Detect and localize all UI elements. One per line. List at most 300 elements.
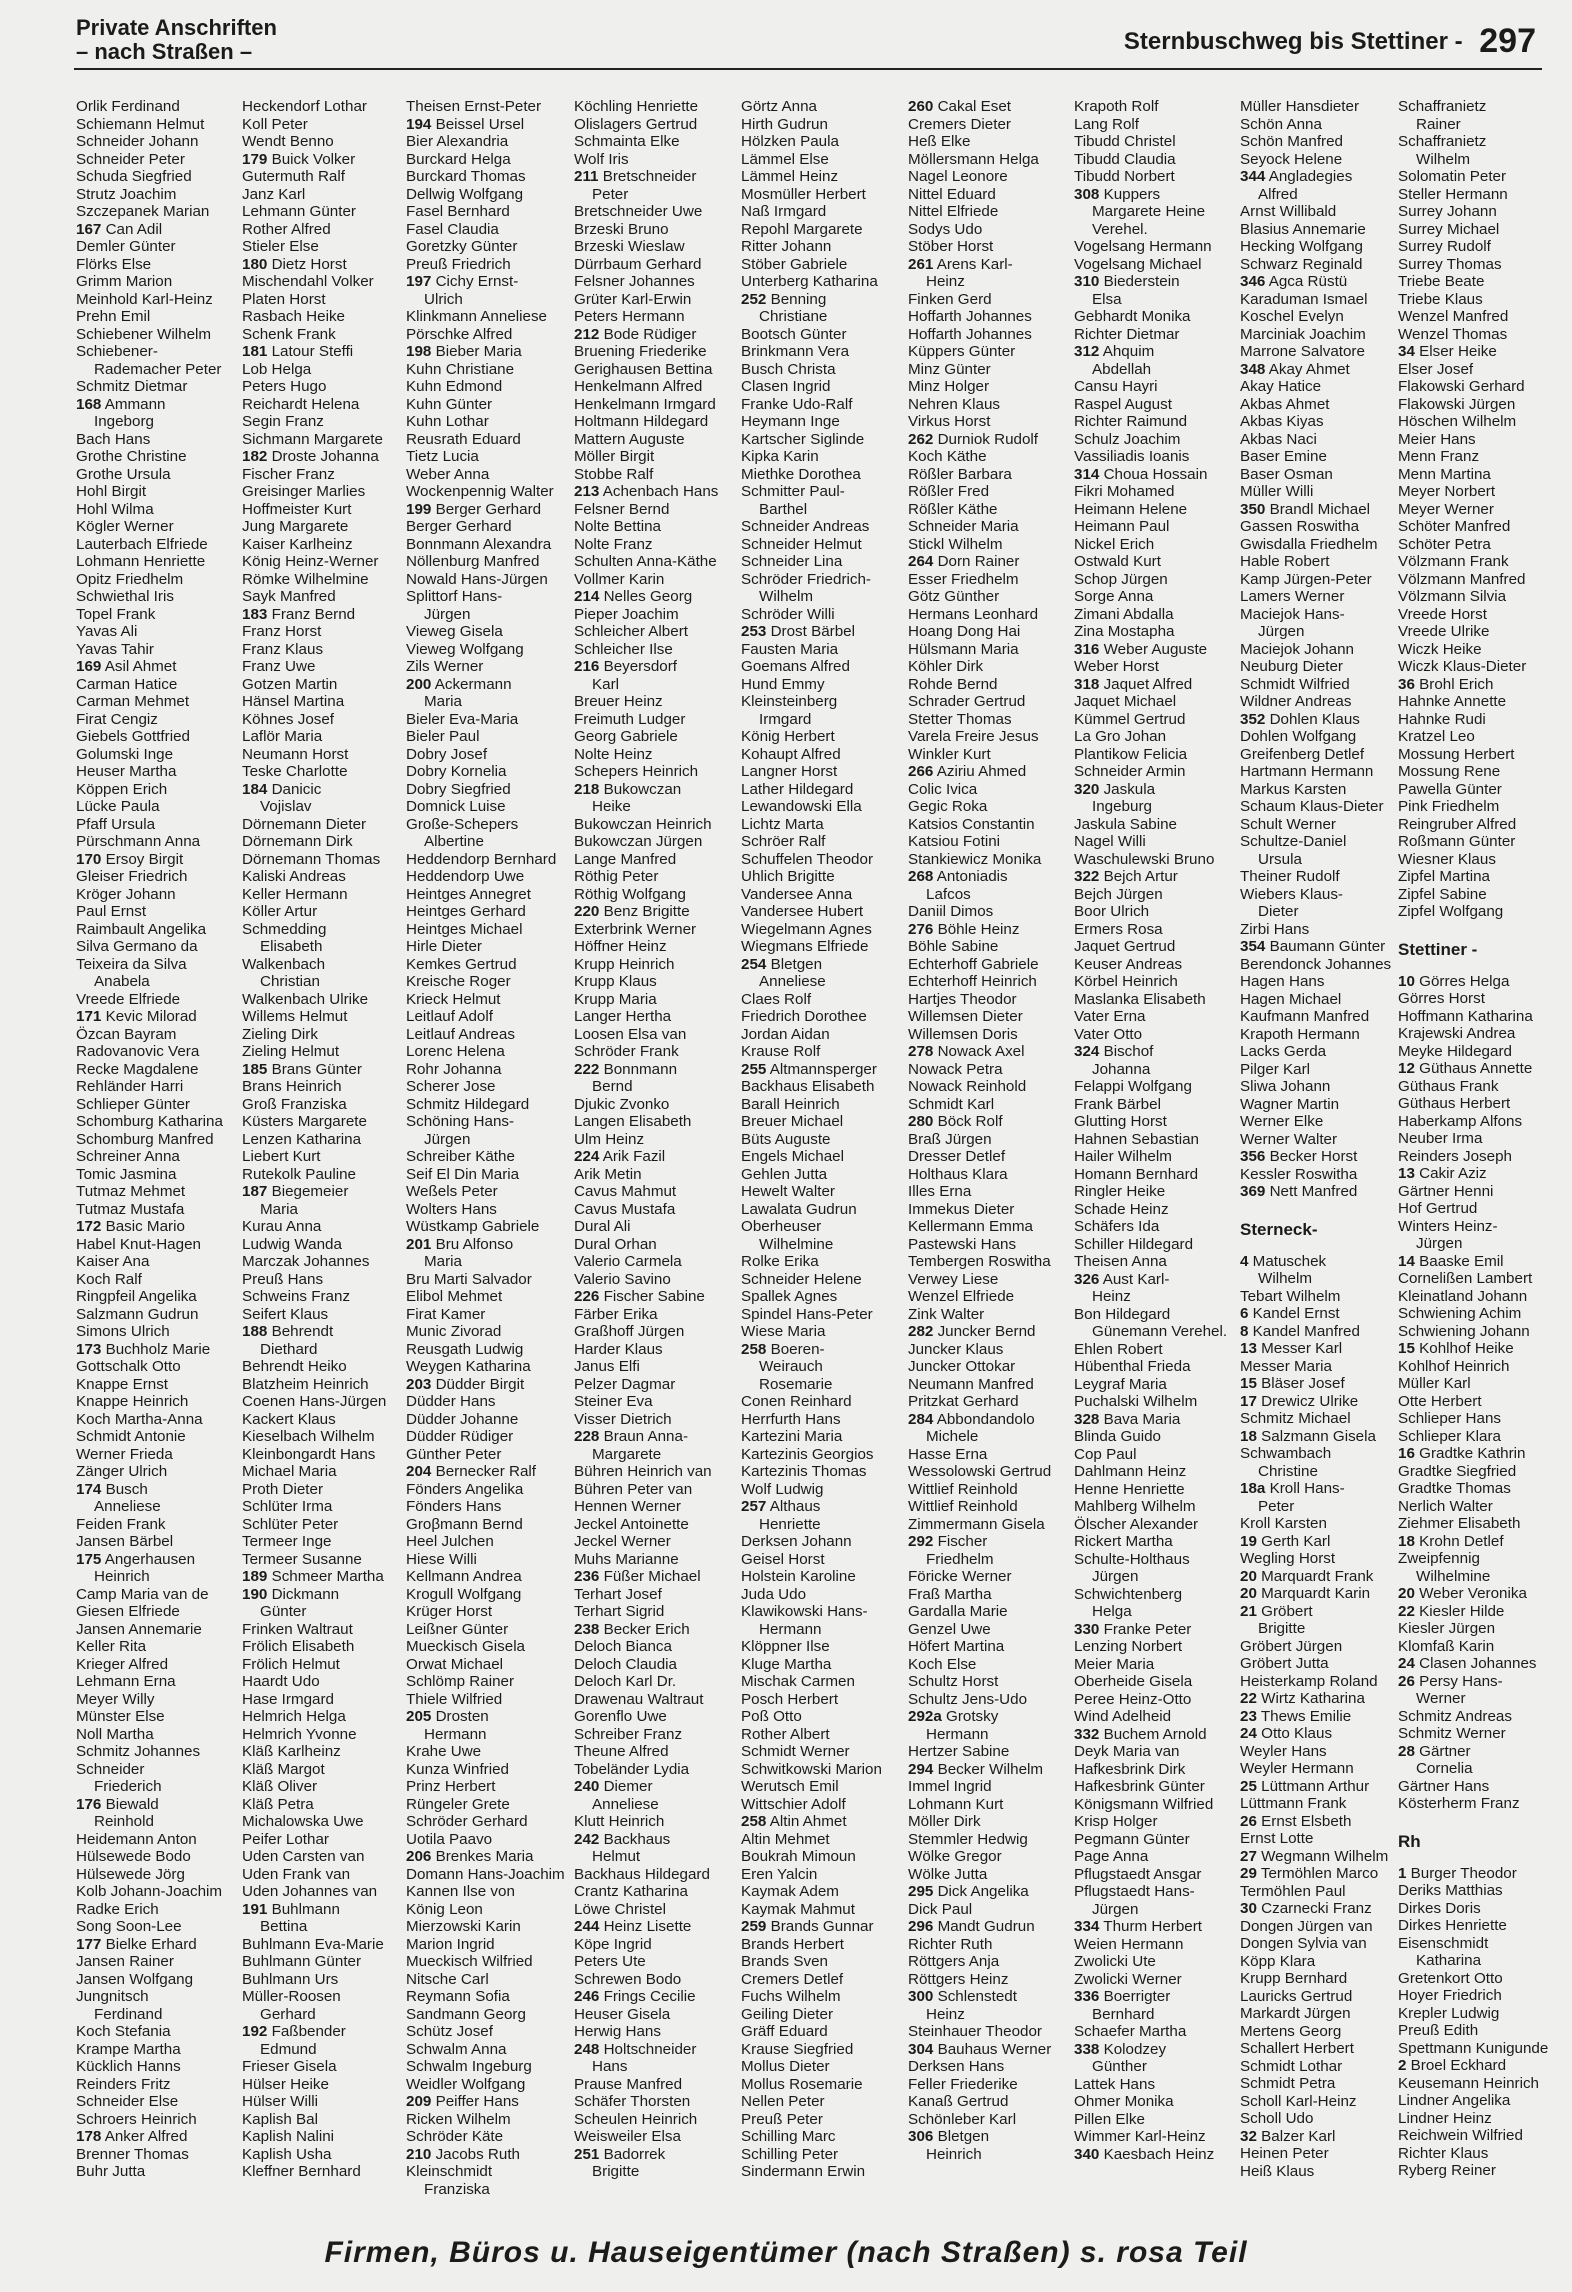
house-number: 176 <box>76 1795 102 1813</box>
house-number: 20 <box>1240 1567 1257 1585</box>
directory-entry: 20 Weber Veronika <box>1398 1585 1527 1602</box>
directory-entry: Helmrich Helga <box>242 1708 346 1725</box>
directory-entry: Pflugstaedt Hans- <box>1074 1883 1195 1900</box>
directory-entry: Baser Emine <box>1240 448 1327 465</box>
directory-entry: 210 Jacobs Ruth <box>406 2145 520 2163</box>
house-number: 350 <box>1240 500 1266 518</box>
directory-entry: Weyler Hermann <box>1240 1760 1354 1777</box>
directory-entry: Daniil Dimos <box>908 903 994 920</box>
directory-entry: Schröder Friedrich- <box>741 570 871 588</box>
directory-entry: Pürschmann Anna <box>76 833 201 850</box>
house-number: 354 <box>1240 938 1266 955</box>
directory-entry: Franke Udo-Ralf <box>741 395 853 413</box>
directory-entry: Kartezinis Thomas <box>741 1463 867 1480</box>
directory-entry: Salzmann Gudrun <box>76 1305 199 1323</box>
directory-entry: Minz Holger <box>908 378 990 395</box>
directory-entry: Zieling Helmut <box>242 1043 340 1060</box>
directory-entry: Stickl Wilhelm <box>908 535 1003 553</box>
directory-entry: Kösterherm Franz <box>1398 1795 1520 1812</box>
directory-entry: Schomburg Katharina <box>76 1113 223 1130</box>
directory-entry: Werner Elke <box>1240 1113 1324 1130</box>
house-number: 240 <box>574 1778 600 1795</box>
directory-entry: Bettina <box>260 1918 308 1935</box>
directory-entry: Bukowczan Jürgen <box>574 833 703 850</box>
directory-entry: Stobbe Ralf <box>574 465 654 483</box>
house-number: 169 <box>76 658 102 675</box>
house-number: 246 <box>574 1988 600 2005</box>
house-number: 346 <box>1240 273 1266 290</box>
directory-entry: Lorenc Helena <box>406 1043 505 1060</box>
house-number: 183 <box>242 605 268 623</box>
house-number: 8 <box>1240 1322 1249 1340</box>
directory-entry: 296 Mandt Gudrun <box>908 1918 1035 1935</box>
directory-entry: Michele <box>926 1428 979 1445</box>
directory-entry: Schäfer Thorsten <box>574 2093 691 2110</box>
house-number: 320 <box>1074 780 1100 798</box>
house-number: 203 <box>406 1375 432 1393</box>
directory-entry: Knappe Heinrich <box>76 1393 189 1410</box>
directory-entry: Peter <box>592 185 629 203</box>
directory-entry: Stöber Horst <box>908 238 994 255</box>
directory-entry: Gärtner Henni <box>1398 1182 1494 1200</box>
directory-entry: Akbas Kiyas <box>1240 413 1324 430</box>
directory-entry: Bootsch Günter <box>741 325 847 343</box>
directory-entry: Krause Rolf <box>741 1043 821 1060</box>
directory-entry: Braß Jürgen <box>908 1130 992 1148</box>
directory-entry: Neumann Horst <box>242 745 349 763</box>
directory-entry: Krause Siegfried <box>741 2040 854 2058</box>
house-number: 308 <box>1074 185 1100 203</box>
directory-entry: Raspel August <box>1074 395 1172 413</box>
directory-entry: Schmainta Elke <box>574 133 680 150</box>
directory-entry: Küppers Günter <box>908 343 1016 360</box>
directory-entry: Hoffmann Katharina <box>1398 1007 1533 1025</box>
directory-entry: Klutt Heinrich <box>574 1813 665 1830</box>
house-number: 296 <box>908 1918 934 1935</box>
directory-entry: Fischer Franz <box>242 465 335 483</box>
directory-entry: Prause Manfred <box>574 2075 683 2093</box>
directory-entry: Giebels Gottfried <box>76 728 190 745</box>
directory-entry: Lacks Gerda <box>1240 1043 1327 1060</box>
directory-entry: Pelzer Dagmar <box>574 1375 676 1393</box>
directory-entry: Jürgen <box>424 1130 471 1148</box>
directory-entry: Schiebener Wilhelm <box>76 325 212 343</box>
house-number: 258 <box>741 1813 767 1830</box>
directory-entry: 262 Durniok Rudolf <box>908 430 1039 448</box>
directory-entry: Neuburg Dieter <box>1240 658 1343 675</box>
directory-entry: Claes Rolf <box>741 990 812 1008</box>
directory-entry: Schaefer Martha <box>1074 2023 1187 2040</box>
directory-entry: Schmidt Wilfried <box>1240 675 1350 693</box>
directory-entry: 212 Bode Rüdiger <box>574 325 697 343</box>
directory-entry: Engels Michael <box>741 1148 844 1165</box>
directory-entry: 26 Persy Hans- <box>1398 1672 1503 1690</box>
directory-entry: Düdder Rüdiger <box>406 1428 514 1445</box>
directory-entry: Schmidt Werner <box>741 1743 850 1760</box>
directory-entry: Rother Albert <box>741 1725 830 1743</box>
directory-entry: Terhart Josef <box>574 1585 662 1603</box>
directory-entry: Pawella Günter <box>1398 780 1502 798</box>
directory-entry: Schreiber Käthe <box>406 1148 515 1165</box>
directory-entry: Schütz Josef <box>406 2023 493 2040</box>
directory-entry: Nowald Hans-Jürgen <box>406 570 548 588</box>
directory-entry: Yavas Ali <box>76 623 138 640</box>
house-number: 22 <box>1240 1690 1257 1707</box>
directory-entry: Richter Klaus <box>1398 2144 1489 2162</box>
directory-entry: Weien Hermann <box>1074 1935 1184 1953</box>
directory-entry: Feller Friederike <box>908 2075 1018 2093</box>
directory-entry: Rademacher Peter <box>94 360 222 378</box>
directory-entry: Krahe Uwe <box>406 1743 482 1760</box>
directory-entry: Köppen Erich <box>76 780 168 798</box>
directory-entry: Ziehmer Elisabeth <box>1398 1515 1521 1532</box>
directory-entry: Keller Hermann <box>242 885 348 903</box>
directory-entry: Kreische Roger <box>406 973 511 990</box>
directory-column-7 <box>1074 98 1236 2218</box>
directory-entry: Immekus Dieter <box>908 1200 1015 1218</box>
directory-entry: Termöhlen Paul <box>1240 1882 1346 1900</box>
directory-entry: Reinders Fritz <box>76 2075 171 2093</box>
house-number: 205 <box>406 1708 432 1725</box>
directory-entry: Derksen Johann <box>741 1533 852 1550</box>
directory-entry: Wilhelm <box>1416 150 1471 168</box>
house-number: 248 <box>574 2040 600 2058</box>
spacer <box>1398 963 1560 973</box>
directory-entry: Klinkmann Anneliese <box>406 308 547 325</box>
directory-entry: Silva Germano da <box>76 938 198 955</box>
directory-entry: Färber Erika <box>574 1305 658 1323</box>
directory-entry: Maria <box>424 693 462 710</box>
directory-entry: Schwiening Achim <box>1398 1305 1522 1322</box>
directory-entry: Karl <box>592 675 620 693</box>
directory-entry: Lenzen Katharina <box>242 1130 362 1148</box>
directory-entry: 356 Becker Horst <box>1240 1148 1358 1165</box>
directory-entry: Cavus Mustafa <box>574 1200 676 1218</box>
directory-entry: 18 Krohn Detlef <box>1398 1532 1504 1550</box>
directory-entry: Klöppner Ilse <box>741 1638 830 1655</box>
directory-entry: 14 Baaske Emil <box>1398 1252 1504 1270</box>
directory-entry: Holtmann Hildegard <box>574 413 709 430</box>
directory-entry: 236 Füßer Michael <box>574 1568 701 1585</box>
house-number: 24 <box>1240 1725 1257 1742</box>
directory-entry: Höffner Heinz <box>574 938 667 955</box>
directory-entry: Jeckel Antoinette <box>574 1515 689 1533</box>
directory-column-5 <box>741 98 903 2218</box>
directory-entry: Zipfel Wolfgang <box>1398 903 1504 920</box>
directory-entry: Dellwig Wolfgang <box>406 185 524 203</box>
directory-entry: 189 Schmeer Martha <box>242 1568 384 1585</box>
directory-entry: Nolte Heinz <box>574 745 653 763</box>
directory-entry: Brans Heinrich <box>242 1078 342 1095</box>
directory-entry: Möller Dirk <box>908 1813 981 1830</box>
house-number: 294 <box>908 1760 934 1778</box>
directory-entry: Hertzer Sabine <box>908 1743 1010 1760</box>
directory-entry: Wiczk Klaus-Dieter <box>1398 658 1527 675</box>
directory-entry: Schomburg Manfred <box>76 1130 214 1148</box>
directory-entry: Kaplish Bal <box>242 2110 318 2128</box>
house-number: 268 <box>908 868 934 885</box>
house-number: 28 <box>1398 1742 1415 1760</box>
directory-entry: Koch Else <box>908 1655 977 1673</box>
house-number: 218 <box>574 780 600 798</box>
directory-entry: Heß Elke <box>908 133 971 150</box>
house-number: 284 <box>908 1410 934 1428</box>
directory-entry: Flörks Else <box>76 255 152 273</box>
directory-entry: 352 Dohlen Klaus <box>1240 710 1360 728</box>
directory-entry: Golumski Inge <box>76 745 174 763</box>
directory-entry: Schwalm Ingeburg <box>406 2058 532 2075</box>
directory-entry: Frank Bärbel <box>1074 1095 1161 1113</box>
directory-entry: Zina Mostapha <box>1074 623 1175 640</box>
house-number: 20 <box>1240 1585 1257 1602</box>
directory-entry: Tutmaz Mehmet <box>76 1183 186 1200</box>
directory-entry: Seifert Klaus <box>242 1305 329 1323</box>
directory-entry: 257 Althaus <box>741 1498 821 1515</box>
directory-entry: Willems Helmut <box>242 1008 348 1025</box>
directory-entry: Gegic Roka <box>908 798 988 815</box>
directory-entry: Weyler Hans <box>1240 1742 1327 1760</box>
directory-entry: Heymann Inge <box>741 413 840 430</box>
directory-entry: Akay Hatice <box>1240 378 1322 395</box>
house-number: 23 <box>1240 1707 1257 1725</box>
directory-entry: Hülsewede Jörg <box>76 1865 185 1883</box>
directory-entry: 178 Anker Alfred <box>76 2128 188 2145</box>
directory-entry: Vreede Ulrike <box>1398 623 1490 640</box>
house-number: 12 <box>1398 1060 1415 1077</box>
directory-column-8 <box>1240 98 1402 2218</box>
house-number: 211 <box>574 168 599 185</box>
directory-entry: 18 Salzmann Gisela <box>1240 1427 1376 1445</box>
directory-entry: Krupp Klaus <box>574 973 657 990</box>
directory-entry: Kessler Roswitha <box>1240 1165 1358 1183</box>
directory-entry: Homann Bernhard <box>1074 1165 1199 1183</box>
directory-entry: 244 Heinz Lisette <box>574 1918 692 1935</box>
directory-entry: Gleiser Friedrich <box>76 868 188 885</box>
directory-entry: Köchling Henriette <box>574 98 699 115</box>
directory-entry: Hans <box>592 2058 628 2075</box>
directory-entry: 304 Bauhaus Werner <box>908 2040 1052 2058</box>
directory-entry: Alfred <box>1258 185 1298 203</box>
directory-entry: 314 Choua Hossain <box>1074 465 1208 483</box>
house-number: 213 <box>574 483 600 500</box>
directory-entry: Maria <box>260 1200 298 1218</box>
house-number: 13 <box>1398 1165 1415 1182</box>
street-heading: Stettiner - <box>1398 939 1478 959</box>
directory-entry: Tibudd Claudia <box>1074 150 1176 168</box>
directory-entry: Dirkes Henriette <box>1398 1917 1507 1934</box>
directory-entry: Hoang Dong Hai <box>908 623 1021 640</box>
directory-entry: Kartezini Maria <box>741 1428 843 1445</box>
directory-entry: Boor Ulrich <box>1074 903 1150 920</box>
directory-entry: Peters Hermann <box>574 308 685 325</box>
house-number: 16 <box>1398 1445 1415 1462</box>
house-number: 181 <box>242 343 268 360</box>
directory-entry: Vreede Elfriede <box>76 990 181 1008</box>
directory-entry: Thiele Wilfried <box>406 1690 503 1708</box>
directory-entry: Sandmann Georg <box>406 2005 526 2023</box>
directory-entry: Schneider Helene <box>741 1270 862 1288</box>
directory-entry: Felsner Bernd <box>574 500 670 518</box>
directory-entry: Rehländer Harri <box>76 1078 184 1095</box>
directory-entry: 284 Abbondandolo <box>908 1410 1035 1428</box>
directory-entry: Prinz Herbert <box>406 1778 496 1795</box>
directory-entry: 318 Jaquet Alfred <box>1074 675 1193 693</box>
directory-entry: 312 Ahquim <box>1074 343 1155 360</box>
directory-entry: Kartscher Siglinde <box>741 430 865 448</box>
directory-entry: Heimann Helene <box>1074 500 1188 518</box>
directory-entry: Surrey Johann <box>1398 203 1497 220</box>
directory-entry: Drawenau Waltraut <box>574 1690 704 1708</box>
house-number: 27 <box>1240 1847 1257 1865</box>
directory-entry: Heddendorp Bernhard <box>406 850 557 868</box>
directory-entry: Wimmer Karl-Heinz <box>1074 2128 1206 2145</box>
directory-entry: Bejch Jürgen <box>1074 885 1163 903</box>
directory-entry: Fasel Bernhard <box>406 203 510 220</box>
directory-entry: Anneliese <box>759 973 826 990</box>
directory-entry: König Heinz-Werner <box>242 553 379 570</box>
directory-entry: Keuser Andreas <box>1074 955 1183 973</box>
directory-entry: Rickert Martha <box>1074 1533 1173 1550</box>
directory-entry: Wildner Andreas <box>1240 693 1352 710</box>
directory-entry: Hailer Wilhelm <box>1074 1148 1172 1165</box>
directory-entry: Grothe Christine <box>76 448 187 465</box>
house-number: 18 <box>1398 1532 1415 1550</box>
directory-entry: Triebe Beate <box>1398 273 1485 290</box>
directory-entry: Spettmann Kunigunde <box>1398 2039 1549 2057</box>
house-number: 168 <box>76 395 102 413</box>
directory-entry: Heel Julchen <box>406 1533 494 1550</box>
directory-entry: Vreede Horst <box>1398 605 1487 623</box>
directory-entry: Munic Zivorad <box>406 1323 502 1340</box>
directory-entry: 292 Fischer <box>908 1533 988 1550</box>
directory-entry: Christiane <box>759 308 828 325</box>
directory-entry: 173 Buchholz Marie <box>76 1340 211 1358</box>
directory-entry: Wittlief Reinhold <box>908 1498 1018 1515</box>
directory-entry: Dobry Josef <box>406 745 488 763</box>
directory-entry: Esser Friedhelm <box>908 570 1019 588</box>
directory-entry: Grimm Marion <box>76 273 173 290</box>
directory-entry: Yavas Tahir <box>76 640 154 658</box>
house-number: 280 <box>908 1113 934 1130</box>
directory-entry: Uotila Paavo <box>406 1830 493 1848</box>
directory-entry: Felsner Johannes <box>574 273 695 290</box>
directory-entry: 348 Akay Ahmet <box>1240 360 1350 378</box>
directory-entry: Hasse Erna <box>908 1445 988 1463</box>
house-number: 15 <box>1240 1375 1257 1392</box>
house-number: 259 <box>741 1918 767 1935</box>
directory-entry: 201 Bru Alfonso <box>406 1235 514 1253</box>
directory-entry: Wolf Iris <box>574 150 629 168</box>
house-number: 34 <box>1398 343 1415 360</box>
directory-entry: Menn Martina <box>1398 465 1491 483</box>
directory-entry: Lob Helga <box>242 360 312 378</box>
directory-entry: Friedhelm <box>926 1550 994 1568</box>
house-number: 178 <box>76 2128 102 2145</box>
directory-entry: Kroll Karsten <box>1240 1515 1327 1532</box>
directory-entry: Kuhn Günter <box>406 395 493 413</box>
directory-entry: Kuhn Edmond <box>406 378 503 395</box>
directory-entry: Bruening Friederike <box>574 343 707 360</box>
directory-entry: 172 Basic Mario <box>76 1218 185 1235</box>
directory-entry: Heinen Peter <box>1240 2145 1329 2162</box>
directory-entry: Hase Irmgard <box>242 1690 335 1708</box>
directory-entry: Muhs Marianne <box>574 1550 679 1568</box>
directory-entry: 22 Wirtz Katharina <box>1240 1690 1365 1707</box>
directory-entry: Markus Karsten <box>1240 780 1347 798</box>
directory-entry: Brinkmann Vera <box>741 343 850 360</box>
house-number: 252 <box>741 290 767 308</box>
directory-entry: Langer Hertha <box>574 1008 672 1025</box>
directory-entry: Götz Günther <box>908 588 1000 605</box>
directory-entry: 248 Holtschneider <box>574 2040 697 2058</box>
directory-entry: Uden Carsten van <box>242 1848 365 1865</box>
directory-entry: Nickel Erich <box>1074 535 1155 553</box>
spacer <box>1398 1813 1560 1823</box>
directory-entry: Schultze-Daniel <box>1240 833 1347 850</box>
spacer <box>1398 921 1560 931</box>
directory-entry: Werner Walter <box>1240 1130 1338 1148</box>
directory-entry: Schäfers Ida <box>1074 1218 1160 1235</box>
directory-entry: 17 Drewicz Ulrike <box>1240 1392 1359 1410</box>
directory-entry: Hirth Gudrun <box>741 115 828 133</box>
directory-entry: Barthel <box>759 500 808 518</box>
directory-entry: Brzeski Bruno <box>574 220 669 238</box>
directory-entry: Kläß Margot <box>242 1760 325 1778</box>
directory-entry: 190 Dickmann <box>242 1585 340 1603</box>
directory-entry: Hagen Hans <box>1240 973 1325 990</box>
directory-entry: Henkelmann Irmgard <box>574 395 716 413</box>
directory-entry: Kleinatland Johann <box>1398 1287 1528 1305</box>
house-number: 199 <box>406 500 432 518</box>
directory-entry: Schrader Gertrud <box>908 693 1026 710</box>
directory-entry: Rüngeler Grete <box>406 1795 510 1813</box>
house-number: 26 <box>1240 1812 1257 1830</box>
directory-entry: Greisinger Marlies <box>242 483 366 500</box>
directory-entry: Wegling Horst <box>1240 1550 1336 1567</box>
directory-entry: Ursula <box>1258 850 1302 868</box>
directory-entry: Richter Dietmar <box>1074 325 1180 343</box>
directory-entry: Gröbert Jürgen <box>1240 1637 1343 1655</box>
directory-entry: Vandersee Hubert <box>741 903 864 920</box>
directory-entry: Backhaus Hildegard <box>574 1865 710 1883</box>
house-number: 173 <box>76 1340 102 1358</box>
directory-entry: 253 Drost Bärbel <box>741 623 855 640</box>
directory-entry: Schlüter Peter <box>242 1515 339 1533</box>
directory-entry: Mierzowski Karin <box>406 1918 521 1935</box>
directory-entry: Immel Ingrid <box>908 1778 992 1795</box>
directory-entry: 20 Marquardt Frank <box>1240 1567 1374 1585</box>
directory-entry: Geisel Horst <box>741 1550 825 1568</box>
house-number: 238 <box>574 1620 600 1638</box>
house-number: 22 <box>1398 1602 1415 1620</box>
house-number: 255 <box>741 1060 767 1078</box>
directory-entry: Burckard Thomas <box>406 168 526 185</box>
directory-entry: Rößler Barbara <box>908 465 1012 483</box>
directory-entry: Reingruber Alfred <box>1398 815 1517 833</box>
directory-entry: Gradtke Siegfried <box>1398 1462 1517 1480</box>
directory-entry: Jürgen <box>1092 1568 1139 1585</box>
directory-entry: Schmitz Werner <box>1398 1725 1506 1742</box>
directory-entry: Termeer Inge <box>242 1533 332 1550</box>
directory-entry: Kackert Klaus <box>242 1410 336 1428</box>
house-number: 200 <box>406 675 432 693</box>
house-number: 175 <box>76 1550 102 1568</box>
house-number: 180 <box>242 255 268 273</box>
directory-entry: Echterhoff Gabriele <box>908 955 1039 973</box>
directory-entry: Schneider Armin <box>1074 763 1186 780</box>
house-number: 30 <box>1240 1900 1257 1917</box>
directory-entry: Uden Frank van <box>242 1865 351 1883</box>
